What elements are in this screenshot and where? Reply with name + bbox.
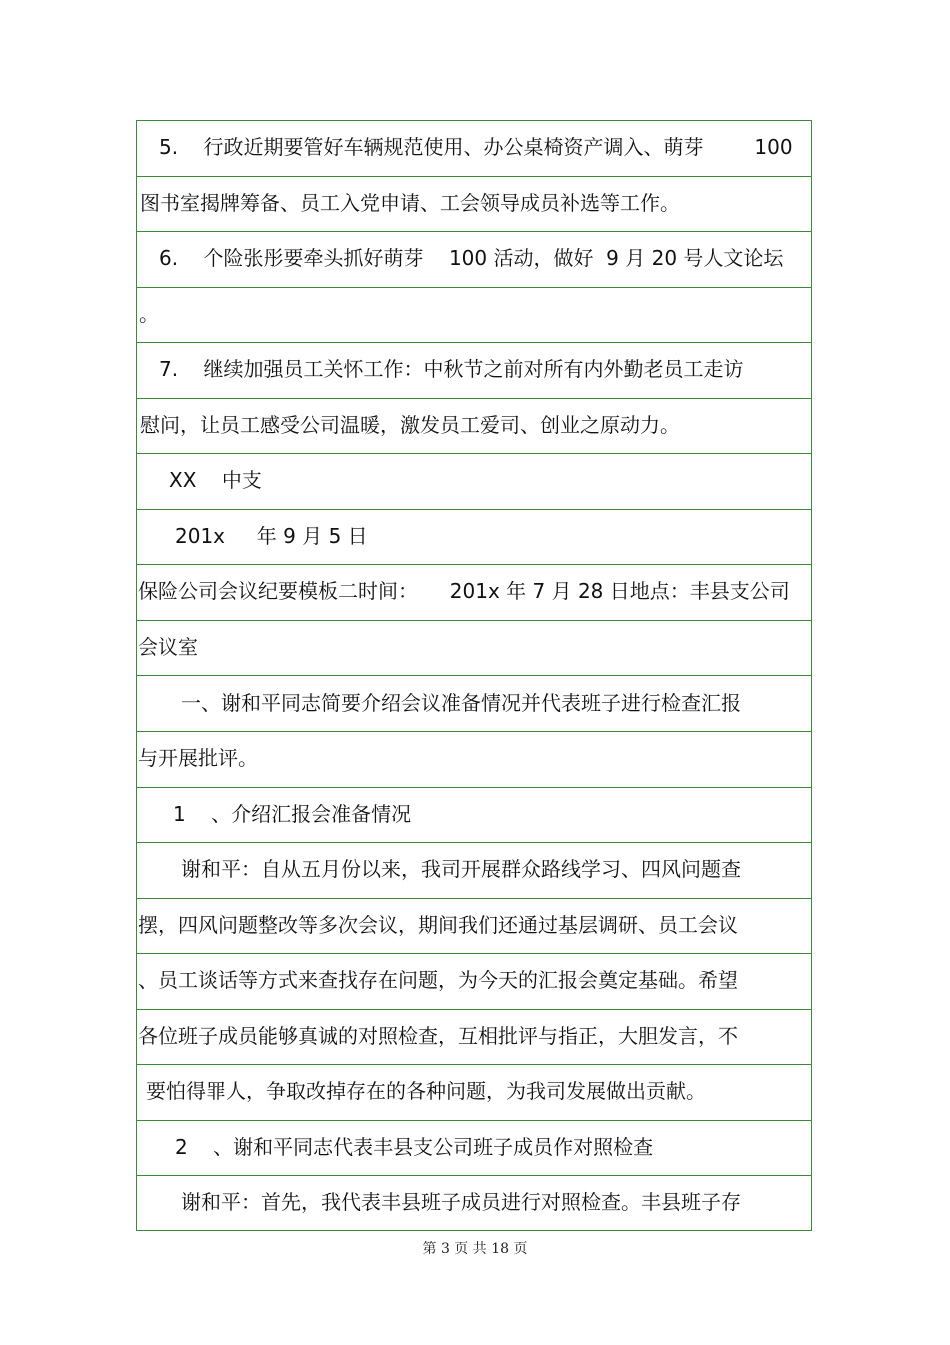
text-line-content: 5. 行政近期要管好车辆规范使用、办公桌椅资产调入、萌芽 100 <box>159 135 793 159</box>
document-box <box>136 120 812 1231</box>
text-line-content: 、员工谈话等方式来查找存在问题，为今天的汇报会奠定基础。希望 <box>138 968 738 993</box>
text-line <box>137 510 811 566</box>
text-line <box>137 288 811 344</box>
text-line-content: 。 <box>139 301 159 326</box>
text-line-content: 6. 个险张彤要牵头抓好萌芽 100 活动，做好 9 月 20 号人文论坛 <box>159 246 784 271</box>
text-line-content: 与开展批评。 <box>138 746 258 771</box>
text-line <box>137 677 811 733</box>
text-line-content: 2 、谢和平同志代表丰县支公司班子成员作对照检查 <box>175 1134 654 1159</box>
text-line-content: 要怕得罪人，争取改掉存在的各种问题，为我司发展做出贡献。 <box>146 1079 706 1104</box>
text-line <box>137 177 811 233</box>
text-line-content: 201x 年 9 月 5 日 <box>175 523 368 548</box>
text-line <box>137 954 811 1010</box>
text-line-content: 图书室揭牌筹备、员工入党申请、工会领导成员补选等工作。 <box>140 190 680 215</box>
text-line <box>137 121 811 177</box>
text-line <box>137 399 811 455</box>
text-line <box>137 843 811 899</box>
text-line <box>137 788 811 844</box>
text-line <box>137 1065 811 1121</box>
text-line <box>137 732 811 788</box>
text-line-content: 会议室 <box>138 634 198 659</box>
text-line-content: 摆，四风问题整改等多次会议，期间我们还通过基层调研、员工会议 <box>138 912 738 937</box>
text-line <box>137 454 811 510</box>
text-line-content: 7. 继续加强员工关怀工作：中秋节之前对所有内外勤老员工走访 <box>159 357 744 382</box>
text-line-content: 各位班子成员能够真诚的对照检查，互相批评与指正，大胆发言，不 <box>138 1023 738 1048</box>
page-footer: 第 3 页 共 18 页 <box>422 1241 528 1257</box>
text-line <box>137 1010 811 1066</box>
text-line-content: 一、谢和平同志简要介绍会议准备情况并代表班子进行检查汇报 <box>181 690 741 715</box>
text-line-content: 1 、介绍汇报会准备情况 <box>173 801 412 826</box>
text-line <box>137 899 811 955</box>
text-line <box>137 621 811 677</box>
text-line-content: 保险公司会议纪要模板二时间： 201x 年 7 月 28 日地点：丰县支公司 <box>138 579 790 604</box>
text-line-content: 慰问，让员工感受公司温暖，激发员工爱司、创业之原动力。 <box>140 412 680 437</box>
text-line <box>137 1121 811 1177</box>
text-line <box>137 343 811 399</box>
text-line <box>137 565 811 621</box>
text-line-content: 谢和平：首先，我代表丰县班子成员进行对照检查。丰县班子存 <box>181 1190 741 1215</box>
text-line <box>137 232 811 288</box>
text-line-content: 谢和平：自从五月份以来，我司开展群众路线学习、四风问题查 <box>181 857 741 882</box>
text-line <box>137 1176 811 1232</box>
text-line-content: XX 中支 <box>169 468 262 493</box>
